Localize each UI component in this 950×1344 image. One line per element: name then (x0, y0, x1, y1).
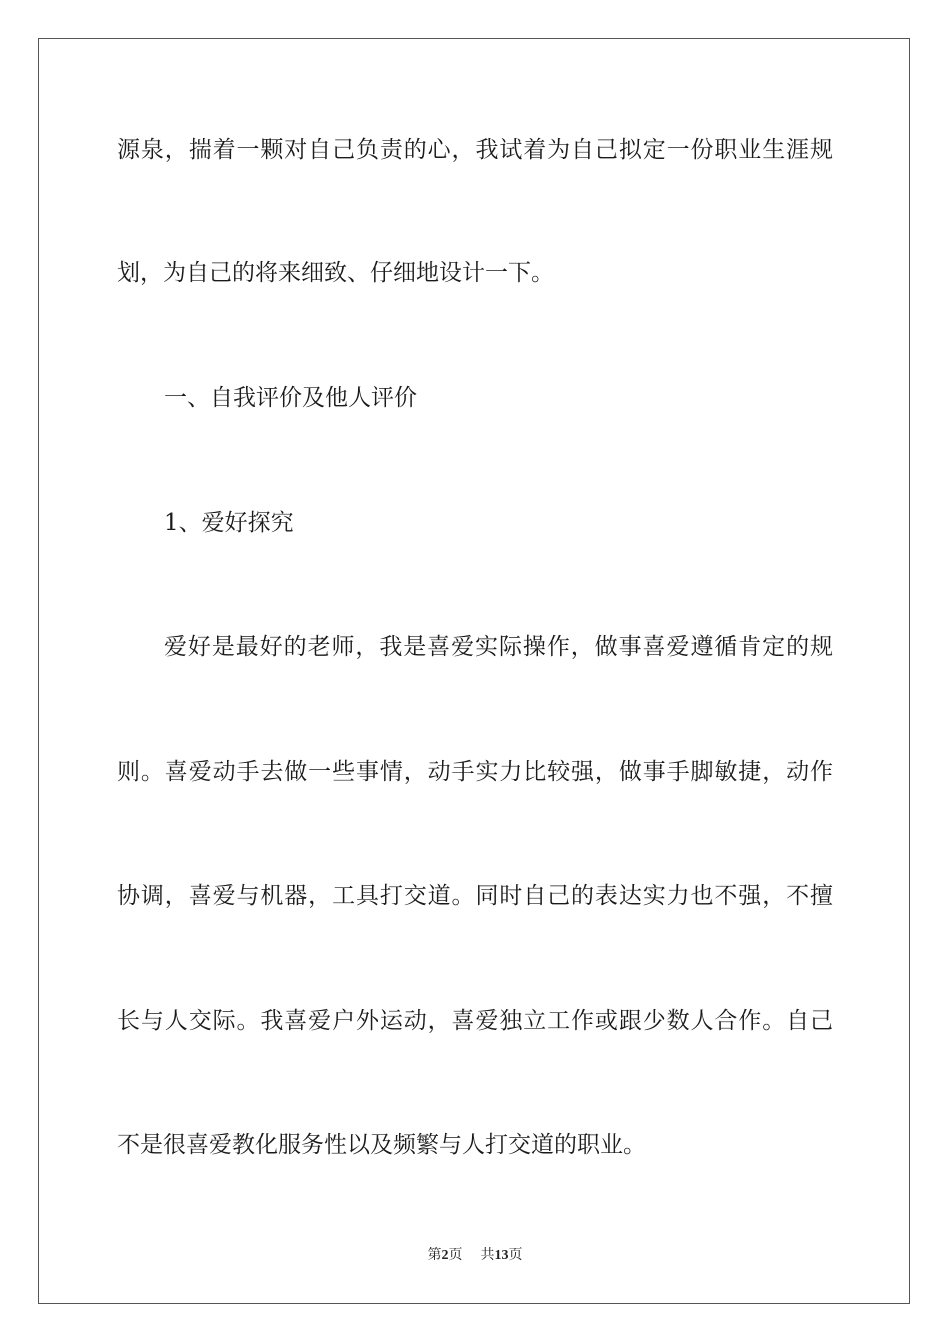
footer-total-pages: 13 (494, 1248, 509, 1263)
footer-page-prefix: 第 (427, 1248, 442, 1263)
body-line-9: 不是很喜爱教化服务性以及频繁与人打交道的职业。 (117, 1132, 646, 1158)
body-line-6: 则。喜爱动手去做一些事情，动手实力比较强，做事手脚敏捷，动作 (117, 759, 833, 785)
footer-total-suffix: 页 (508, 1248, 523, 1263)
footer-total-prefix: 共 (480, 1248, 495, 1263)
page-border (38, 38, 910, 1304)
section-heading: 一、自我评价及他人评价 (164, 385, 417, 411)
body-line-5: 爱好是最好的老师，我是喜爱实际操作，做事喜爱遵循肯定的规 (164, 634, 833, 660)
body-line-8: 长与人交际。我喜爱户外运动，喜爱独立工作或跟少数人合作。自己 (117, 1008, 833, 1034)
body-line-1: 源泉，揣着一颗对自己负责的心，我试着为自己拟定一份职业生涯规 (117, 137, 833, 163)
footer-page-suffix: 页 (448, 1248, 463, 1263)
subsection-heading: 1、爱好探究 (164, 510, 294, 536)
page-footer (0, 1247, 950, 1265)
body-line-2: 划，为自己的将来细致、仔细地设计一下。 (117, 260, 554, 286)
body-line-7: 协调，喜爱与机器，工具打交道。同时自己的表达实力也不强，不擅 (117, 883, 833, 909)
footer-page-number: 2 (441, 1248, 449, 1263)
